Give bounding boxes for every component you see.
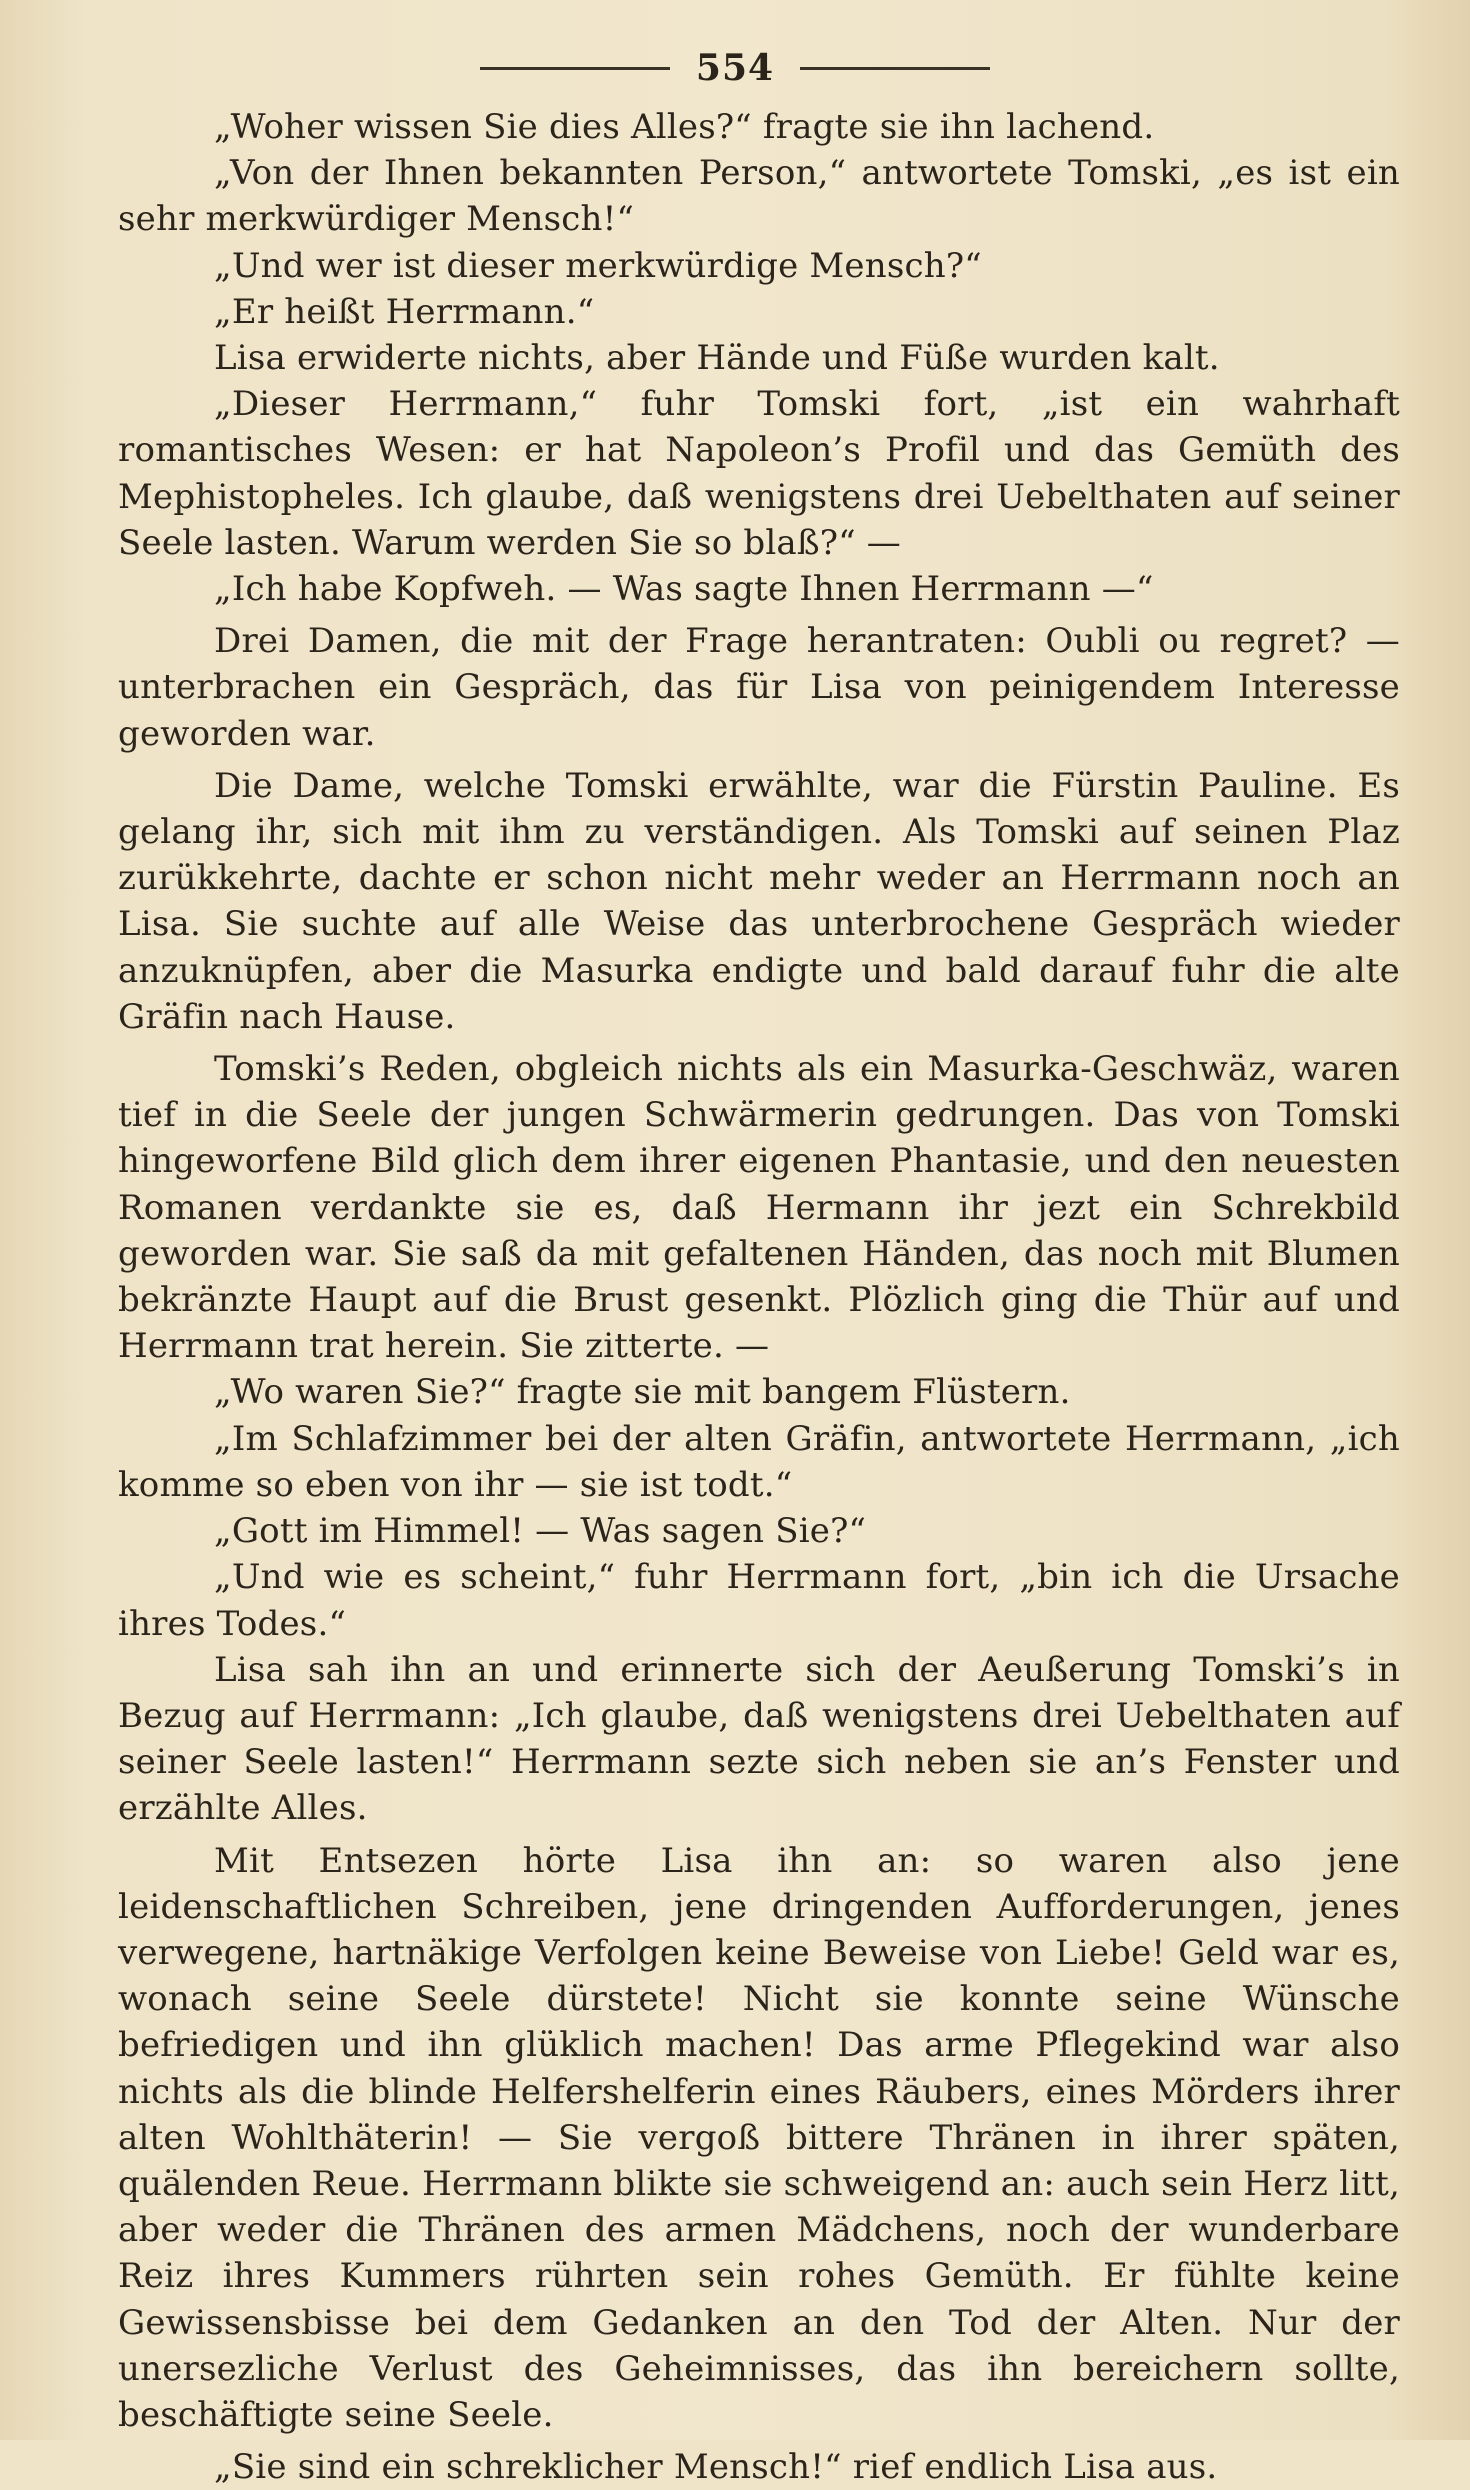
paragraph: Tomski’s Reden, obgleich nichts als ein Masurka-Geschwäz, waren tief in die Seele der jungen Schwärmerin gedrungen. Das von Tomski hingeworfene Bild glich dem ihrer eigenen Phantasie, und den neuesten Romanen verdankte sie es, daß Hermann ihr jezt ein Schrekbild geworden war. Sie saß da mit gefaltenen Händen, das noch mit Blumen bekränzte Haupt auf die Brust gesenkt. Plözlich ging die Thür auf und Herrmann trat herein. Sie zitterte. — <box>118 1049 1400 1367</box>
paragraph: Lisa sah ihn an und erinnerte sich der Aeußerung Tomski’s in Bezug auf Herrmann: „Ich glaube, daß wenigstens drei Uebelthaten auf seiner Seele lasten!“ Herrmann sezte sich neben sie an’s Fenster und erzählte Alles. <box>118 1649 1400 1829</box>
paragraph: „Gott im Himmel! — Was sagen Sie?“ <box>214 1511 867 1552</box>
paragraph: Mit Entsezen hörte Lisa ihn an: so waren also jene leidenschaftlichen Schreiben, jene dringenden Aufforderungen, jenes verwegene, hartnäkige Verfolgen keine Beweise von Liebe! Geld war es, wonach seine Seele dürstete! Nicht sie konnte seine Wünsche befriedigen und ihn glüklich machen! Das arme Pflegekind war also nichts als die blinde Helfershelferin eines Räubers, eines Mörders ihrer alten Wohlthäterin! — Sie vergoß bittere Thränen in ihrer späten, quälenden Reue. Herrmann blikte sie schweigend an: auch sein Herz litt, aber weder die Thränen des armen Mädchens, noch der wunderbare Reiz ihres Kummers rührten sein rohes Gemüth. Er fühlte keine Gewissensbisse bei dem Gedanken an den Tod der Alten. Nur der unersezliche Verlust des Geheimnisses, das ihn bereichern sollte, beschäftigte seine Seele. <box>118 1840 1400 2435</box>
paragraph: „Woher wissen Sie dies Alles?“ fragte sie ihn lachend. <box>214 107 1155 147</box>
header-rule-left <box>480 67 670 70</box>
paragraph: Die Dame, welche Tomski erwählte, war die Fürstin Pauline. Es gelang ihr, sich mit ihm zu verständigen. Als Tomski auf seinen Plaz zurükkehrte, dachte er schon nicht mehr weder an Herrmann noch an Lisa. Sie suchte auf alle Weise das unterbrochene Gespräch wieder anzuknüpfen, aber die Masurka endigte und bald darauf fuhr die alte Gräfin nach Hause. <box>118 765 1400 1037</box>
paragraph: „Dieser Herrmann,“ fuhr Tomski fort, „ist ein wahrhaft romantisches Wesen: er hat Napoleon’s Profil und das Gemüth des Mephistopheles. Ich glaube, daß wenigstens drei Uebelthaten auf seiner Seele lasten. Warum werden Sie so blaß?“ — <box>118 384 1400 563</box>
paragraph: „Und wie es scheint,“ fuhr Herrmann fort, „bin ich die Ursache ihres Todes.“ <box>118 1557 1400 1644</box>
paragraph: „Sie sind ein schreklicher Mensch!“ rief endlich Lisa aus. <box>214 2447 1218 2488</box>
paragraph: „Im Schlafzimmer bei der alten Gräfin, antwortete Herrmann, „ich komme so eben von ihr — sie ist todt.“ <box>118 1418 1400 1505</box>
paragraph: „Er heißt Herrmann.“ <box>214 291 595 332</box>
paragraph: „Ich habe Kopfweh. — Was sagte Ihnen Herrmann —“ <box>214 569 1154 610</box>
paragraph: „Wo waren Sie?“ fragte sie mit bangem Flüstern. <box>214 1372 1071 1413</box>
paragraph: „Und wer ist dieser merkwürdige Mensch?“ <box>214 245 982 286</box>
paragraph: Lisa erwiderte nichts, aber Hände und Füße wurden kalt. <box>214 338 1220 379</box>
header-rule-right <box>800 67 990 70</box>
page-header <box>0 38 1470 98</box>
body-text <box>118 104 1400 2490</box>
page-number: 554 <box>695 47 775 89</box>
paragraph: Drei Damen, die mit der Frage herantraten: Oubli ou regret? — unterbrachen ein Gespräch, das für Lisa von peinigendem Interesse geworden war. <box>118 621 1400 754</box>
paragraph: „Von der Ihnen bekannten Person,“ antwortete Tomski, „es ist ein sehr merkwürdiger Mensch!“ <box>118 153 1400 240</box>
